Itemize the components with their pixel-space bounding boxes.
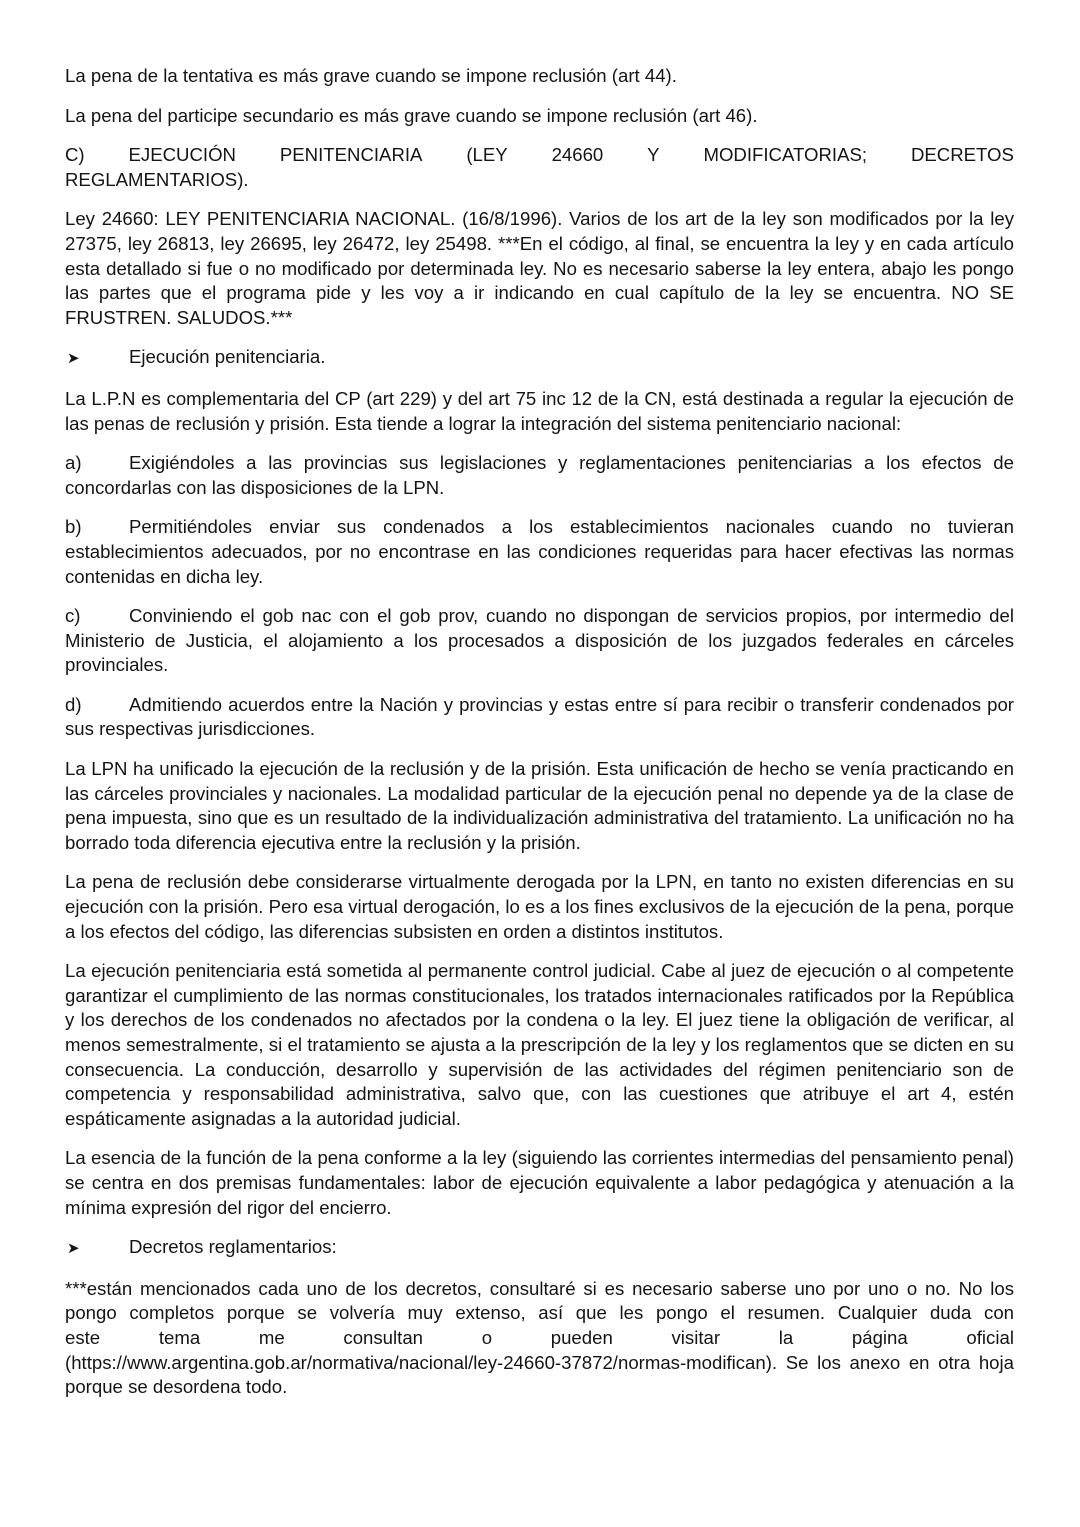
decretos-block bbox=[65, 1277, 1014, 1400]
paragraph-decretos-link: (https://www.argentina.gob.ar/normativa/nacional/ley-24660-37872/normas-modifican). Se los anexo en otra hoja porque se desordena todo. bbox=[65, 1351, 1014, 1398]
list-item-text: Admitiendo acuerdos entre la Nación y provincias y estas entre sí para recibir o transferir condenados por sus respectivas jurisdicciones. bbox=[65, 693, 1014, 740]
word: consultan bbox=[343, 1326, 424, 1348]
word: oficial bbox=[966, 1326, 1014, 1348]
list-item-text: Conviniendo el gob nac con el gob prov, cuando no dispongan de servicios propios, por intermedio del Ministerio de Justicia, el alojamiento a los procesados a disposición de los juzgados federales en cárceles provinciales. bbox=[65, 605, 1014, 676]
bullet-label: Decretos reglamentarios: bbox=[129, 1236, 337, 1258]
decretos-spread-line bbox=[65, 1326, 1014, 1351]
paragraph-participe: La pena del participe secundario es más grave cuando se impone reclusión (art 46). bbox=[65, 104, 758, 126]
paragraph-esencia: La esencia de la función de la pena conforme a la ley (siguiendo las corrientes intermedias del pensamiento penal) se centra en dos premisas fundamentales: labor de ejecución equivalente a labor pedagógica y atenuación a la mínima expresión del rigor del encierro. bbox=[65, 1147, 1014, 1218]
word: página bbox=[851, 1326, 908, 1348]
word: la bbox=[778, 1326, 794, 1348]
list-item-label: b) bbox=[65, 516, 82, 538]
heading-word: PENITENCIARIA bbox=[279, 144, 423, 166]
paragraph-derogada: La pena de reclusión debe considerarse virtualmente derogada por la LPN, en tanto no existen diferencias en su ejecución con la prisión. Pero esa virtual derogación, lo es a los fines exclusivos de la ejecución de la pena, porque a los efectos del código, las diferencias subsisten en orden a distintos institutos. bbox=[65, 871, 1014, 942]
paragraph-tentativa: La pena de la tentativa es más grave cuando se impone reclusión (art 44). bbox=[65, 65, 677, 86]
heading-word: C) bbox=[65, 144, 85, 166]
heading-word: 24660 bbox=[551, 144, 604, 166]
list-item-text: Exigiéndoles a las provincias sus legislaciones y reglamentaciones penitenciarias a los efectos de concordarlas con las disposiciones de la LPN. bbox=[65, 452, 1014, 498]
word: tema bbox=[158, 1326, 201, 1348]
paragraph-lpn-intro: La L.P.N es complementaria del CP (art 229) y del art 75 inc 12 de la CN, está destinada a regular la ejecución de las penas de reclusión y prisión. Esta tiende a lograr la integración del sistema penitenciario nacional: bbox=[65, 387, 1014, 434]
word: pueden bbox=[550, 1326, 613, 1348]
bullet-ejecucion bbox=[65, 345, 1014, 372]
list-item-c bbox=[65, 604, 1014, 678]
paragraph-decretos-intro: ***están mencionados cada uno de los decretos, consultaré si es necesario saberse uno por uno o no. No los pongo completos porque se volvería muy extenso, así que les pongo el resumen. Cualquier duda con bbox=[65, 1277, 1014, 1324]
paragraph-unificacion: La LPN ha unificado la ejecución de la reclusión y de la prisión. Esta unificación de hecho se venía practicando en las cárceles provinciales y nacionales. La modalidad particular de la ejecución penal no depende ya de la clase de pena impuesta, sino que es un resultado de la individualización administrativa del tratamiento. La unificación no ha borrado toda diferencia ejecutiva entre la reclusión y la prisión. bbox=[65, 758, 1014, 853]
heading-word: DECRETOS bbox=[910, 144, 1014, 166]
section-heading-c bbox=[65, 143, 1014, 168]
arrowhead-bullet-icon: ➤ bbox=[67, 350, 80, 368]
list-item-b bbox=[65, 515, 1014, 589]
word: me bbox=[258, 1326, 285, 1348]
arrowhead-bullet-icon: ➤ bbox=[67, 1240, 80, 1258]
list-item-label: c) bbox=[65, 605, 81, 627]
list-item-label: a) bbox=[65, 452, 82, 474]
section-heading-c-continued: REGLAMENTARIOS). bbox=[65, 168, 249, 190]
heading-word: EJECUCIÓN bbox=[128, 144, 236, 166]
paragraph-control-judicial: La ejecución penitenciaria está sometida al permanente control judicial. Cabe al juez de ejecución o al competente garantizar el cumplimiento de las normas constitucionales, los tratados internacionales ratificados por la República y los derechos de los condenados no afectados por la condena o la ley. El juez tiene la obligación de verificar, al menos semestralmente, si el tratamiento se ajusta a la prescripción de la ley y los reglamentos que se dicten en su consecuencia. La conducción, desarrollo y supervisión de las actividades del régimen penitenciario son de competencia y responsabilidad administrativa, salvo que, con las cuestiones que atribuye el art 4, estén espáticamente asignadas a la autoridad judicial. bbox=[65, 960, 1014, 1129]
heading-word: MODIFICATORIAS; bbox=[703, 144, 868, 166]
paragraph-ley-intro: Ley 24660: LEY PENITENCIARIA NACIONAL. (16/8/1996). Varios de los art de la ley son modificados por la ley 27375, ley 26813, ley 26695, ley 26472, ley 25498. ***En el código, al final, se encuentra la ley y en cada artículo esta detallado si fue o no modificado por determinada ley. No es necesario saberse la ley entera, abajo les pongo las partes que el programa pide y les voy a ir indicando en cual capítulo de la ley se encuentra. NO SE FRUSTREN. SALUDOS.*** bbox=[65, 208, 1014, 328]
word: o bbox=[481, 1326, 493, 1348]
word: visitar bbox=[671, 1326, 721, 1348]
document-page bbox=[65, 64, 1014, 1400]
list-item-text: Permitiéndoles enviar sus condenados a los establecimientos nacionales cuando no tuvieran establecimientos adecuados, por no encontrase en las condiciones requeridas para hacer efectivas las normas contenidas en dicha ley. bbox=[65, 516, 1014, 587]
list-item-d bbox=[65, 693, 1014, 742]
heading-word: Y bbox=[647, 144, 660, 166]
bullet-label: Ejecución penitenciaria. bbox=[129, 346, 326, 368]
bullet-decretos bbox=[65, 1235, 1014, 1262]
word: este bbox=[65, 1326, 101, 1348]
heading-word: (LEY bbox=[466, 144, 508, 166]
list-item-label: d) bbox=[65, 693, 82, 715]
list-item-a bbox=[65, 451, 1014, 500]
